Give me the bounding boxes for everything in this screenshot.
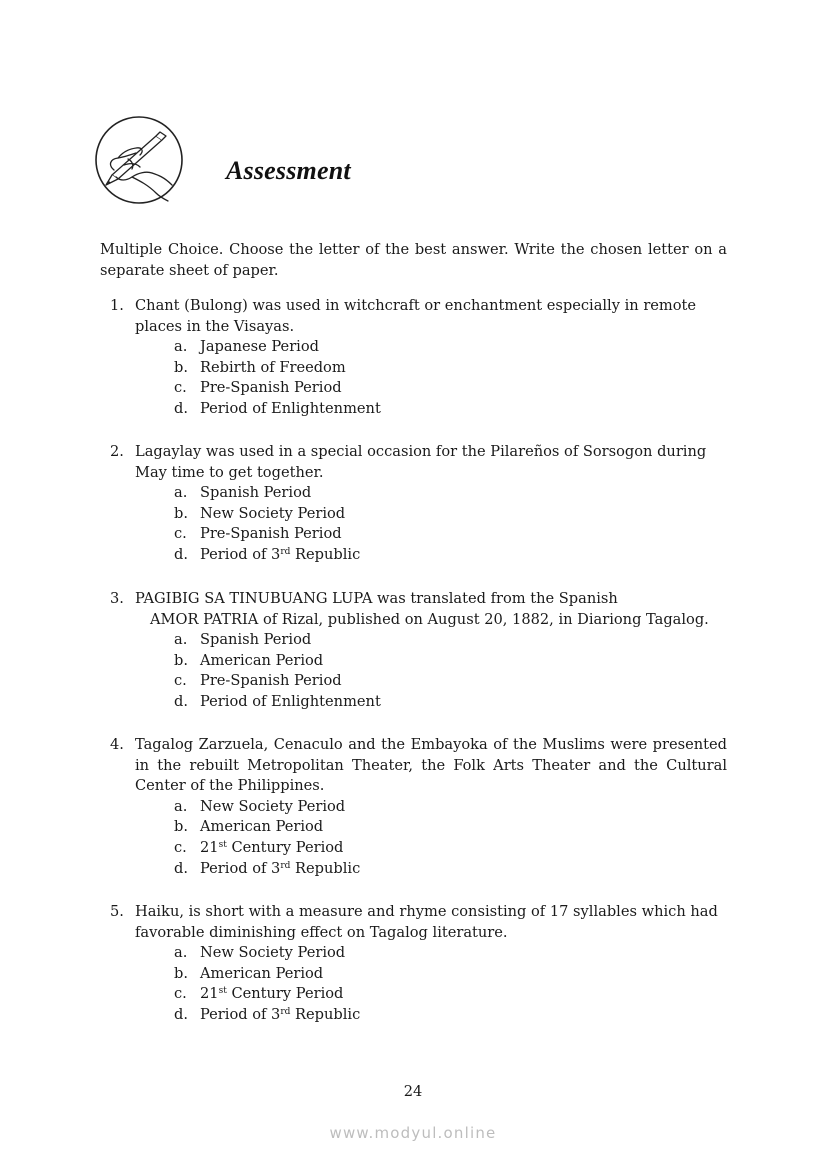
option-text: Period of Enlightenment (200, 399, 381, 417)
option-b (174, 504, 727, 525)
option-d (174, 859, 727, 880)
option-letter: b. (174, 964, 188, 982)
option-b (174, 964, 727, 985)
option-a (174, 943, 727, 964)
watermark: www.modyul.online (329, 1124, 497, 1142)
option-text: 21st Century Period (200, 985, 344, 1003)
page-number: 24 (403, 1083, 423, 1100)
option-letter: a. (174, 631, 188, 649)
option-letter: a. (174, 944, 188, 962)
option-text: American Period (200, 964, 324, 982)
question-text: Lagaylay was used in a special occasion for the Pilareños of Sorsogon during May time to get together. (135, 443, 707, 481)
option-text: New Society Period (200, 797, 346, 815)
option-c (174, 524, 727, 545)
option-letter: d. (174, 399, 188, 417)
option-letter: c. (174, 838, 187, 856)
question-4 (110, 735, 727, 879)
option-d (174, 1005, 727, 1026)
option-text: Period of Enlightenment (200, 692, 381, 710)
option-text: Pre-Spanish Period (200, 379, 342, 397)
option-c (174, 378, 727, 399)
question-number: 5. (110, 903, 124, 920)
question-3 (110, 589, 727, 713)
hand-writing-pencil-icon (94, 115, 184, 205)
option-text: New Society Period (200, 504, 346, 522)
option-text: Rebirth of Freedom (200, 358, 346, 376)
option-text: Period of 3rd Republic (200, 545, 361, 563)
option-text: American Period (200, 651, 324, 669)
option-text: 21st Century Period (200, 838, 344, 856)
option-d (174, 692, 727, 713)
option-letter: d. (174, 1005, 188, 1023)
option-text: Pre-Spanish Period (200, 525, 342, 543)
option-text: Pre-Spanish Period (200, 672, 342, 690)
question-text: PAGIBIG SA TINUBUANG LUPA was translated from the Spanish (135, 590, 618, 607)
option-text: Japanese Period (200, 338, 319, 356)
option-letter: b. (174, 504, 188, 522)
option-letter: c. (174, 985, 187, 1003)
question-number: 4. (110, 736, 124, 753)
question-text: Chant (Bulong) was used in witchcraft or enchantment especially in remote places in the Visayas. (135, 297, 697, 335)
option-a (174, 483, 727, 504)
question-text: Haiku, is short with a measure and rhyme consisting of 17 syllables which had favorable diminishing effect on Tagalog literature. (135, 903, 718, 941)
option-b (174, 817, 727, 838)
question-2 (110, 442, 727, 566)
option-letter: a. (174, 484, 188, 502)
option-b (174, 651, 727, 672)
option-a (174, 630, 727, 651)
question-number: 1. (110, 297, 124, 314)
option-letter: b. (174, 358, 188, 376)
option-letter: a. (174, 797, 188, 815)
option-d (174, 399, 727, 420)
page-title: Assessment (226, 156, 351, 185)
option-letter: a. (174, 338, 188, 356)
question-number: 3. (110, 590, 124, 607)
option-c (174, 984, 727, 1005)
option-text: New Society Period (200, 944, 346, 962)
option-d (174, 545, 727, 566)
option-letter: b. (174, 818, 188, 836)
question-text-continued: AMOR PATRIA of Rizal, published on August 20, 1882, in Diariong Tagalog. (150, 610, 709, 628)
option-letter: b. (174, 651, 188, 669)
option-letter: d. (174, 545, 188, 563)
option-letter: c. (174, 525, 187, 543)
option-a (174, 797, 727, 818)
instructions: Multiple Choice. Choose the letter of the best answer. Write the chosen letter on a separate sheet of paper. (100, 241, 727, 279)
question-1 (110, 296, 727, 420)
option-c (174, 838, 727, 859)
option-c (174, 671, 727, 692)
option-letter: c. (174, 379, 187, 397)
option-b (174, 358, 727, 379)
option-a (174, 337, 727, 358)
option-text: Period of 3rd Republic (200, 859, 361, 877)
question-text: Tagalog Zarzuela, Cenaculo and the Embayoka of the Muslims were presented in the rebuilt Metropolitan Theater, the Folk Arts Theater and the Cultural Center of the Philippines. (135, 736, 727, 795)
option-letter: d. (174, 692, 188, 710)
option-letter: d. (174, 859, 188, 877)
option-text: Period of 3rd Republic (200, 1005, 361, 1023)
option-text: Spanish Period (200, 631, 312, 649)
option-text: American Period (200, 818, 324, 836)
option-text: Spanish Period (200, 484, 312, 502)
question-5 (110, 902, 727, 1026)
option-letter: c. (174, 672, 187, 690)
question-number: 2. (110, 443, 124, 460)
